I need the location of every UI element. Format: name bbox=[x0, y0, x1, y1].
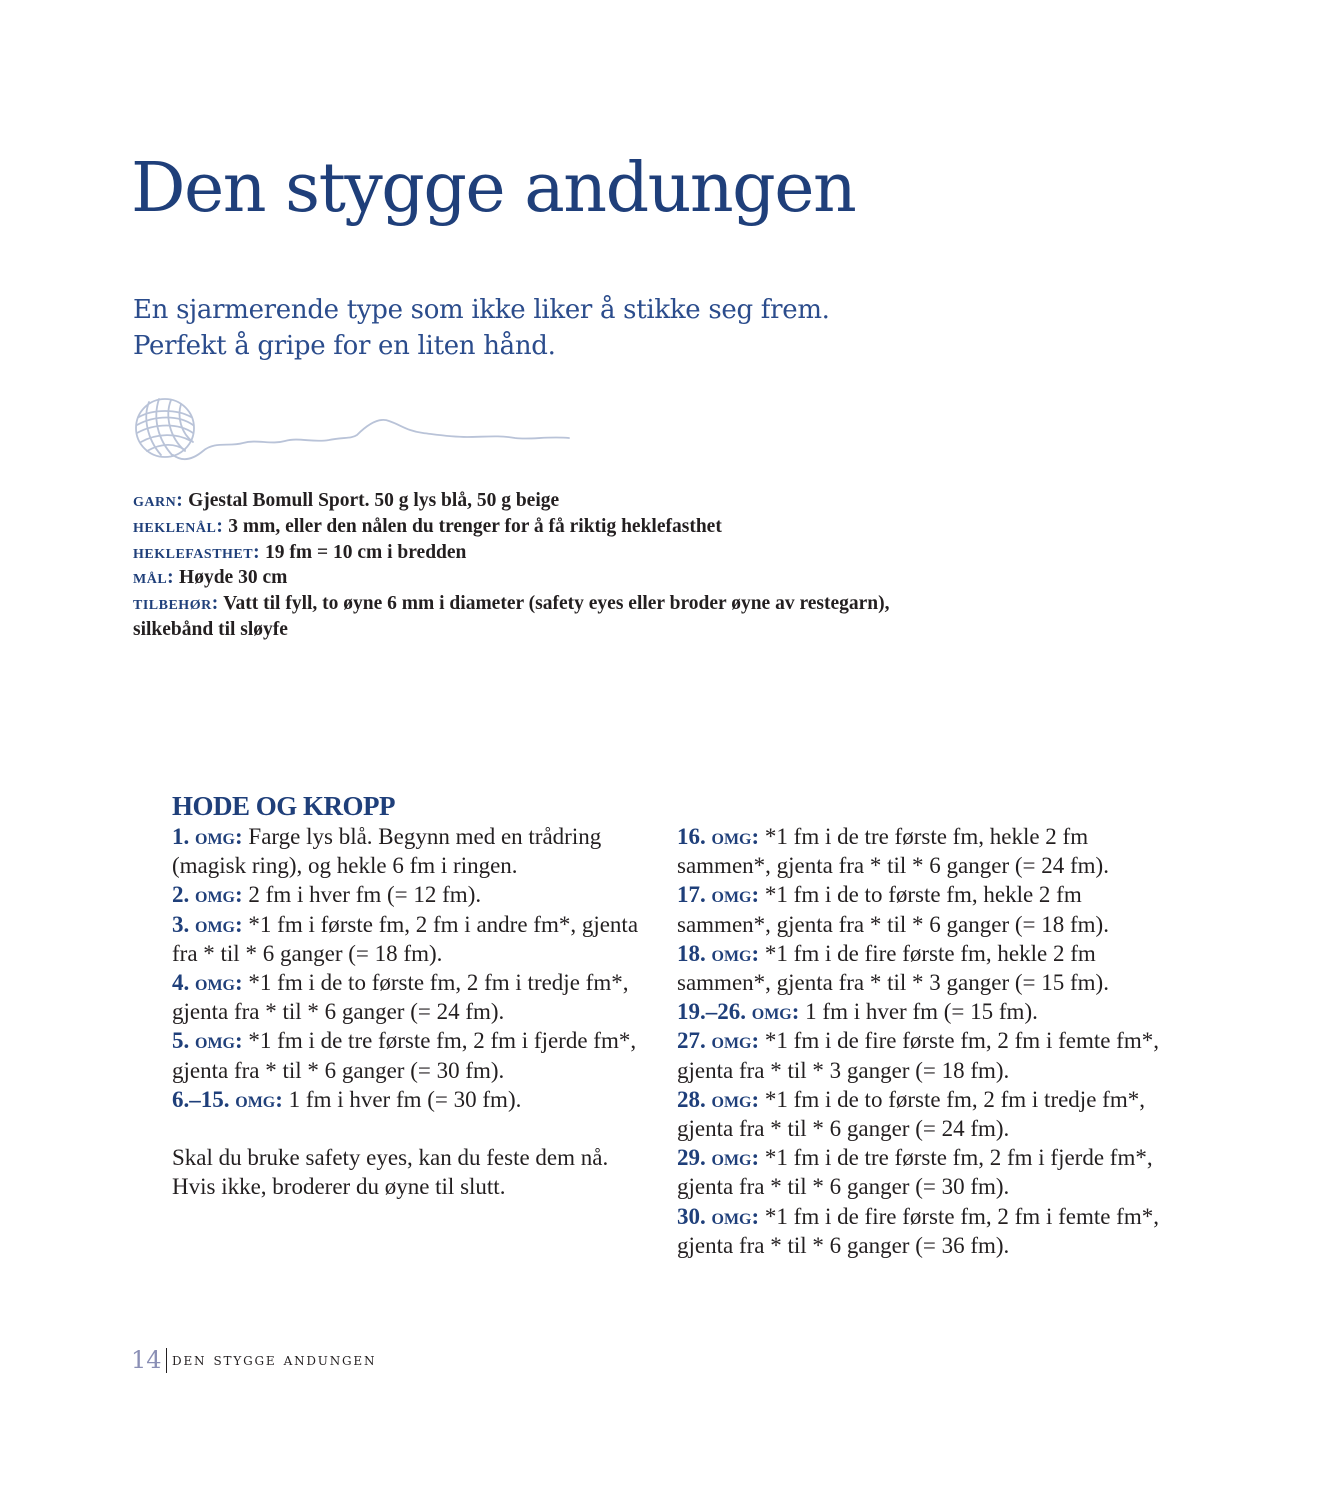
spec-value: Vatt til fyll, to øyne 6 mm i diameter (safety eyes eller broder øyne av restegarn), silkebånd til sløyfe bbox=[133, 593, 890, 640]
intro-line: Perfekt å gripe for en liten hånd. bbox=[133, 331, 556, 361]
step-number: 5. bbox=[172, 1028, 190, 1054]
step-number: 17. bbox=[677, 882, 706, 908]
instruction-step bbox=[172, 910, 652, 968]
instruction-step bbox=[677, 822, 1177, 880]
spec-value: Høyde 30 cm bbox=[179, 567, 288, 589]
spec-value: 3 mm, eller den nålen du trenger for å få riktig heklefasthet bbox=[228, 515, 722, 537]
step-text: 2 fm i hver fm (= 12 fm). bbox=[248, 882, 482, 908]
step-number: 19.–26. bbox=[677, 999, 746, 1025]
page-number: 14 bbox=[131, 1346, 162, 1374]
spec-label: heklefasthet: bbox=[133, 541, 261, 563]
spacer bbox=[172, 1114, 652, 1143]
step-number: 18. bbox=[677, 940, 706, 966]
step-round-label: omg: bbox=[711, 1145, 760, 1171]
page-title: Den stygge andungen bbox=[131, 149, 856, 228]
instruction-step bbox=[172, 968, 652, 1026]
step-number: 27. bbox=[677, 1028, 706, 1054]
footer-divider bbox=[166, 1348, 168, 1373]
step-number: 16. bbox=[677, 824, 706, 849]
step-round-label: omg: bbox=[195, 824, 243, 849]
intro-line: En sjarmerende type som ikke liker å stikke seg frem. bbox=[133, 295, 830, 325]
step-number: 29. bbox=[677, 1145, 706, 1171]
spec-garn bbox=[133, 488, 913, 514]
running-title: den stygge andungen bbox=[172, 1350, 377, 1370]
step-round-label: omg: bbox=[711, 882, 760, 908]
step-text: *1 fm i de tre første fm, 2 fm i fjerde fm*, gjenta fra * til * 6 ganger (= 30 fm). bbox=[677, 1145, 1153, 1200]
instruction-step bbox=[172, 822, 652, 880]
step-round-label: omg: bbox=[711, 824, 760, 849]
spec-value: 19 fm = 10 cm i bredden bbox=[264, 541, 467, 563]
step-text: *1 fm i de tre første fm, hekle 2 fm sammen*, gjenta fra * til * 6 ganger (= 24 fm). bbox=[677, 824, 1109, 879]
instruction-step bbox=[172, 880, 652, 909]
instruction-step bbox=[677, 1143, 1177, 1201]
spec-label: heklenål: bbox=[133, 515, 224, 537]
step-number: 1. bbox=[172, 824, 190, 849]
step-round-label: omg: bbox=[195, 911, 243, 937]
step-round-label: omg: bbox=[711, 1203, 760, 1229]
spec-mal bbox=[133, 565, 913, 591]
intro-text bbox=[133, 292, 893, 364]
step-text: *1 fm i de to første fm, hekle 2 fm sammen*, gjenta fra * til * 6 ganger (= 18 fm). bbox=[677, 882, 1109, 937]
yarn-ball-icon bbox=[133, 395, 573, 465]
step-text: *1 fm i de to første fm, 2 fm i tredje fm*, gjenta fra * til * 6 ganger (= 24 fm). bbox=[677, 1086, 1145, 1142]
step-round-label: omg: bbox=[195, 970, 243, 996]
step-text: *1 fm i de fire første fm, 2 fm i femte fm*, gjenta fra * til * 3 ganger (= 18 fm). bbox=[677, 1028, 1159, 1083]
section-title: HODE OG KROPP bbox=[172, 791, 395, 821]
step-text: *1 fm i første fm, 2 fm i andre fm*, gjenta fra * til * 6 ganger (= 18 fm). bbox=[172, 911, 639, 966]
step-round-label: omg: bbox=[235, 1086, 283, 1112]
instructions-right-column bbox=[677, 822, 1177, 1260]
step-round-label: omg: bbox=[751, 999, 800, 1025]
instruction-step bbox=[677, 1026, 1177, 1084]
page-footer bbox=[131, 1346, 376, 1374]
instruction-step bbox=[677, 880, 1177, 938]
spec-value: Gjestal Bomull Sport. 50 g lys blå, 50 g beige bbox=[188, 490, 560, 511]
spec-heklenal bbox=[133, 514, 913, 540]
safety-eyes-note: Skal du bruke safety eyes, kan du feste dem nå. Hvis ikke, broderer du øyne til slutt. bbox=[172, 1145, 609, 1200]
instruction-step bbox=[677, 939, 1177, 997]
spec-heklefasthet bbox=[133, 540, 913, 566]
step-text: *1 fm i de tre første fm, 2 fm i fjerde fm*, gjenta fra * til * 6 ganger (= 30 fm). bbox=[172, 1028, 637, 1083]
step-round-label: omg: bbox=[711, 1086, 760, 1112]
spec-tilbehor bbox=[133, 591, 913, 643]
step-round-label: omg: bbox=[711, 1028, 760, 1054]
step-text: 1 fm i hver fm (= 15 fm). bbox=[805, 999, 1038, 1025]
step-number: 6.–15. bbox=[172, 1086, 230, 1112]
steps-list bbox=[677, 822, 1177, 1260]
instruction-step bbox=[677, 1085, 1177, 1143]
spec-label: garn: bbox=[133, 490, 184, 511]
spec-label: mål: bbox=[133, 567, 175, 589]
step-round-label: omg: bbox=[195, 1028, 243, 1054]
step-number: 3. bbox=[172, 911, 190, 937]
instruction-step bbox=[677, 997, 1177, 1026]
spec-label: tilbehør: bbox=[133, 593, 219, 615]
instruction-step bbox=[172, 1026, 652, 1084]
step-round-label: omg: bbox=[195, 882, 243, 908]
step-text: *1 fm i de fire første fm, hekle 2 fm sammen*, gjenta fra * til * 3 ganger (= 15 fm). bbox=[677, 940, 1109, 996]
instruction-step bbox=[172, 1085, 652, 1114]
step-text: *1 fm i de to første fm, 2 fm i tredje fm*, gjenta fra * til * 6 ganger (= 24 fm). bbox=[172, 970, 629, 1025]
instructions-left-column bbox=[172, 790, 652, 1201]
step-number: 4. bbox=[172, 970, 190, 996]
step-text: Farge lys blå. Begynn med en trådring (magisk ring), og hekle 6 fm i ringen. bbox=[172, 824, 602, 879]
instruction-step bbox=[677, 1202, 1177, 1260]
step-number: 28. bbox=[677, 1086, 706, 1112]
step-text: *1 fm i de fire første fm, 2 fm i femte fm*, gjenta fra * til * 6 ganger (= 36 fm). bbox=[677, 1203, 1159, 1258]
step-text: 1 fm i hver fm (= 30 fm). bbox=[288, 1086, 522, 1112]
steps-list bbox=[172, 822, 652, 1114]
step-number: 30. bbox=[677, 1203, 706, 1229]
step-number: 2. bbox=[172, 882, 190, 908]
step-round-label: omg: bbox=[711, 940, 760, 966]
materials-list bbox=[133, 488, 913, 643]
